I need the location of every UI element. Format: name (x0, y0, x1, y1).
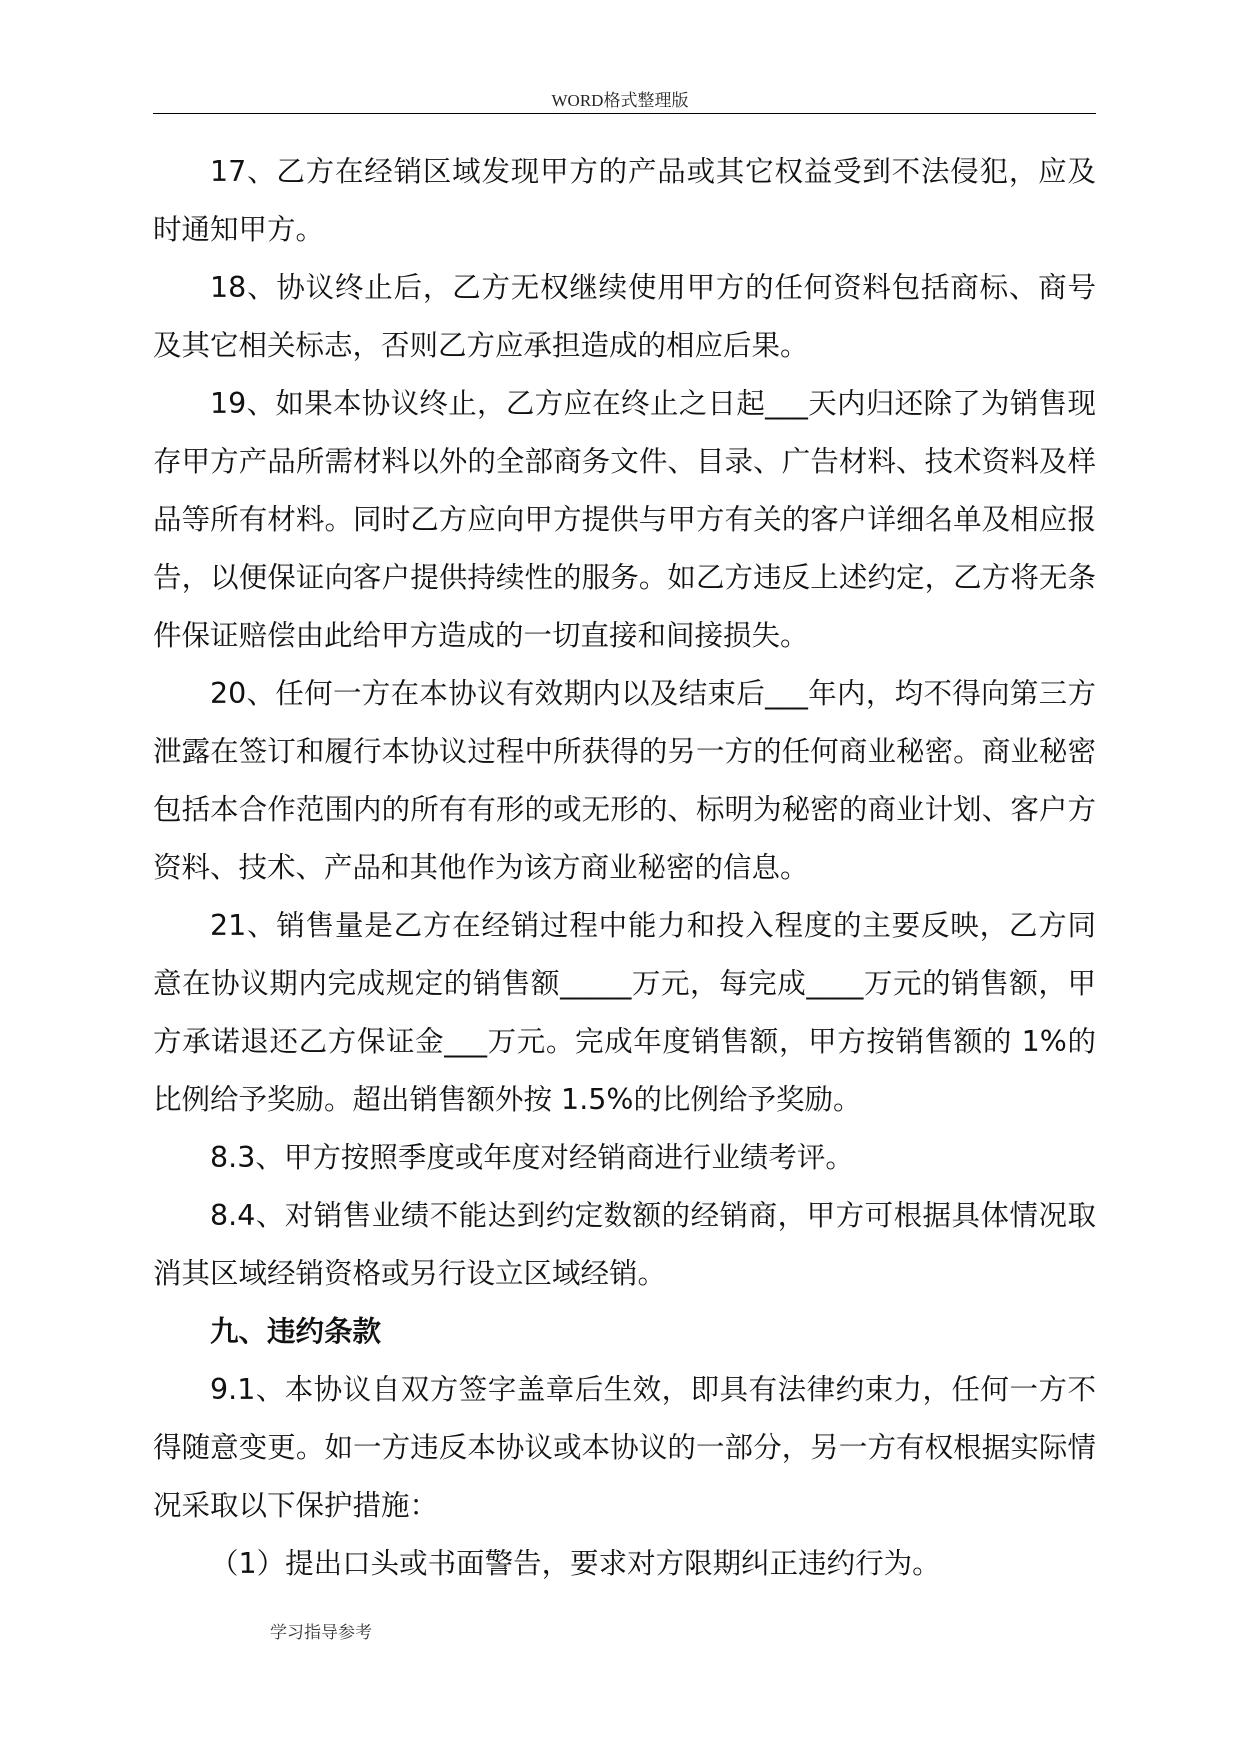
clause-21: 21、销售量是乙方在经销过程中能力和投入程度的主要反映，乙方同意在协议期内完成规定的销售额_____万元，每完成____万元的销售额，甲方承诺退还乙方保证金___万元。完成年度销售额，甲方按销售额的 1%的比例给予奖励。超出销售额外按 1.5%的比例给予奖励。 (153, 909, 1096, 1116)
clause-17: 17、乙方在经销区域发现甲方的产品或其它权益受到不法侵犯，应及时通知甲方。 (153, 155, 1096, 246)
section-heading: 九、违约条款 (210, 1315, 382, 1348)
document-body (153, 143, 1096, 1593)
header-divider (153, 113, 1096, 114)
clause-9-1: 9.1、本协议自双方签字盖章后生效，即具有法律约束力，任何一方不得随意变更。如一方违反本协议或本协议的一部分，另一方有权根据实际情况采取以下保护措施： (153, 1373, 1096, 1522)
clause-19: 19、如果本协议终止，乙方应在终止之日起___天内归还除了为销售现存甲方产品所需材料以外的全部商务文件、目录、广告材料、技术资料及样品等所有材料。同时乙方应向甲方提供与甲方有关的客户详细名单及相应报告，以便保证向客户提供持续性的服务。如乙方违反上述约定，乙方将无条件保证赔偿由此给甲方造成的一切直接和间接损失。 (153, 387, 1096, 652)
clause-8-4: 8.4、对销售业绩不能达到约定数额的经销商，甲方可根据具体情况取消其区域经销资格或另行设立区域经销。 (153, 1199, 1096, 1290)
clause-18: 18、协议终止后，乙方无权继续使用甲方的任何资料包括商标、商号及其它相关标志，否则乙方应承担造成的相应后果。 (153, 271, 1096, 362)
clause-8-3: 8.3、甲方按照季度或年度对经销商进行业绩考评。 (210, 1141, 854, 1174)
page-footer: 学习指导参考 (270, 1623, 372, 1642)
page-header: WORD格式整理版 (551, 91, 689, 110)
clause-20: 20、任何一方在本协议有效期内以及结束后___年内，均不得向第三方泄露在签订和履行本协议过程中所获得的另一方的任何商业秘密。商业秘密包括本合作范围内的所有有形的或无形的、标明为秘密的商业计划、客户方资料、技术、产品和其他作为该方商业秘密的信息。 (153, 677, 1096, 884)
measure-1: （1）提出口头或书面警告，要求对方限期纠正违约行为。 (210, 1547, 941, 1580)
